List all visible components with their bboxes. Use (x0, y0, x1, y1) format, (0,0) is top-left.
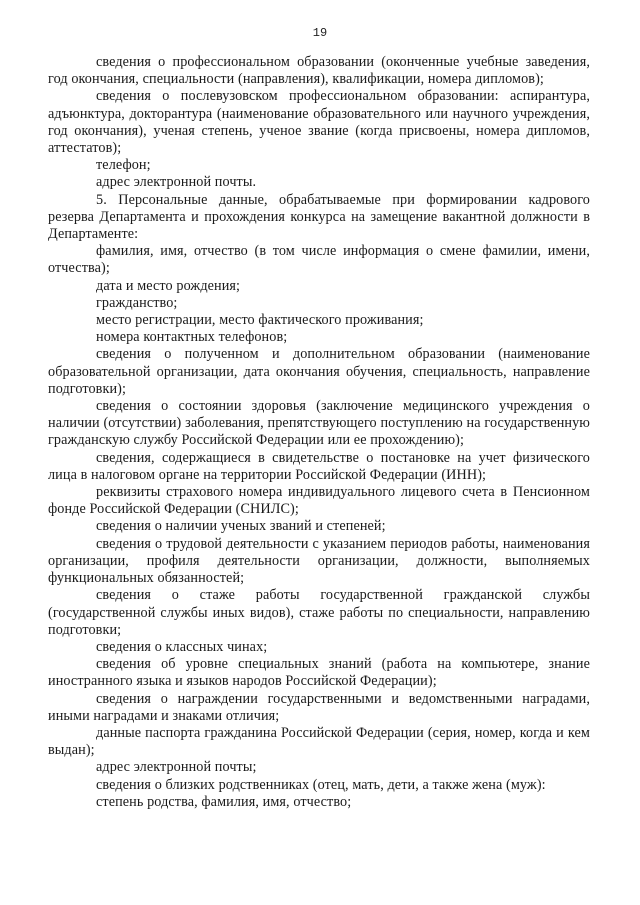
paragraph: сведения о состоянии здоровья (заключение медицинского учреждения о наличии (отсутствии) заболевания, препятствующего поступлению на государственную гражданскую службу Российской Федерации или ее прохождению); (48, 398, 590, 449)
paragraph: сведения о классных чинах; (96, 638, 268, 655)
paragraph: степень родства, фамилия, имя, отчество; (96, 793, 352, 810)
paragraph: сведения о стаже работы государственной гражданской службы (государственной службы иных видов), стаже работы по специальности, направлению подготовки; (48, 587, 590, 638)
paragraph: сведения о послевузовском профессиональном образовании: аспирантура, адъюнктура, докторантура (наименование образовательного или научного учреждения, год окончания), ученая степень, ученое звание (когда присвоены, номера дипломов, аттестатов); (48, 88, 590, 157)
paragraph: сведения о наличии ученых званий и степеней; (96, 518, 386, 535)
page-number: 19 (312, 26, 328, 40)
paragraph: сведения, содержащиеся в свидетельстве о постановке на учет физического лица в налоговом органе на территории Российской Федерации (ИНН); (48, 449, 590, 483)
document-body (48, 54, 590, 811)
paragraph: адрес электронной почты. (96, 174, 257, 191)
paragraph: сведения об уровне специальных знаний (работа на компьютере, знание иностранного языка и языков народов Российской Федерации); (48, 656, 590, 690)
paragraph: номера контактных телефонов; (96, 329, 288, 346)
paragraph: реквизиты страхового номера индивидуального лицевого счета в Пенсионном фонде Российской Федерации (СНИЛС); (48, 484, 590, 518)
paragraph: сведения о полученном и дополнительном образовании (наименование образовательной организации, дата окончания обучения, специальность, направление подготовки); (48, 346, 590, 397)
paragraph: гражданство; (96, 294, 178, 311)
paragraph: дата и место рождения; (96, 277, 241, 294)
paragraph: сведения о награждении государственными и ведомственными наградами, иными наградами и знаками отличия; (48, 690, 590, 724)
section-heading-paragraph: 5. Персональные данные, обрабатываемые при формировании кадрового резерва Департамента и прохождения конкурса на замещение вакантной должности в Департаменте: (48, 191, 590, 243)
paragraph: сведения о близких родственниках (отец, мать, дети, а также жена (муж): (96, 776, 546, 793)
paragraph: сведения о трудовой деятельности с указанием периодов работы, наименования организации, профиля деятельности организации, должности, выполняемых функциональных обязанностей; (48, 535, 590, 587)
paragraph: телефон; (96, 157, 151, 174)
paragraph: адрес электронной почты; (96, 759, 257, 776)
paragraph: фамилия, имя, отчество (в том числе информация о смене фамилии, имени, отчества); (48, 243, 590, 277)
paragraph: сведения о профессиональном образовании (оконченные учебные заведения, год окончания, специальности (направления), квалификации, номера дипломов); (48, 54, 590, 88)
paragraph: данные паспорта гражданина Российской Федерации (серия, номер, когда и кем выдан); (48, 724, 590, 759)
paragraph: место регистрации, место фактического проживания; (96, 312, 424, 329)
